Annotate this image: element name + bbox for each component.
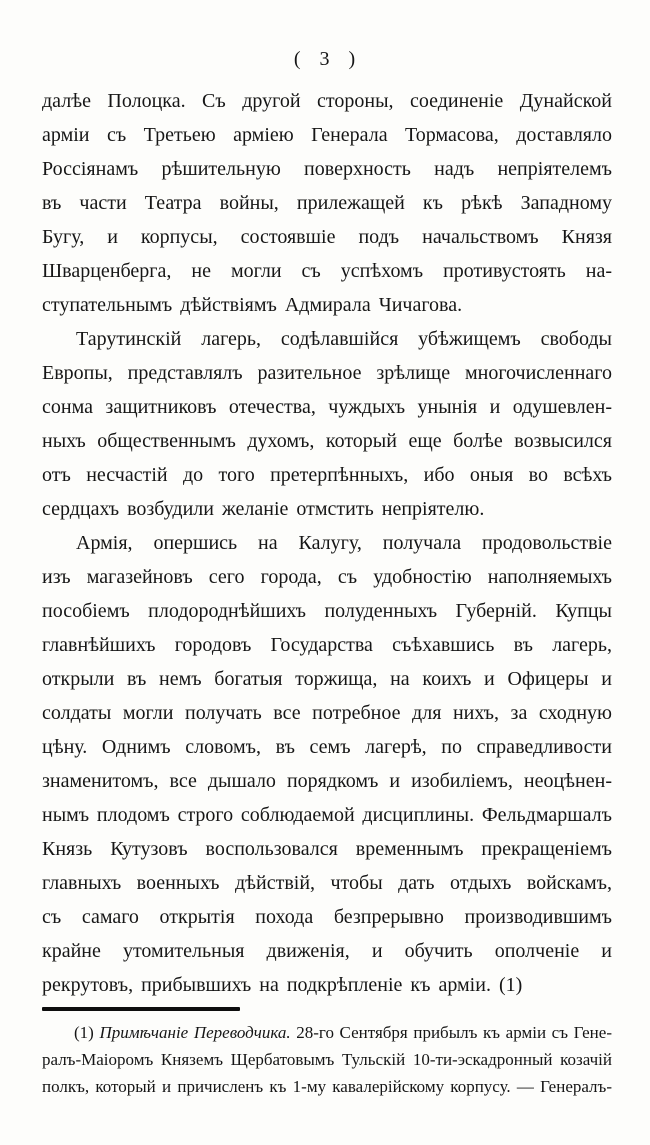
text-line: Князь Кутузовъ воспользовался временнымъ прекращеніемъ xyxy=(42,838,612,860)
text-line: рекрутовъ, прибывшихъ на подкрѣпленіе къ арміи. (1) xyxy=(42,974,523,996)
text-line: солдаты могли получать все потребное для нихъ, за сходную xyxy=(42,702,612,724)
text-line: ступательнымъ дѣйствіямъ Адмирала Чичагова. xyxy=(42,294,463,316)
footnote-separator xyxy=(42,1007,240,1011)
text-line: Армія, опершись на Калугу, получала продовольствіе xyxy=(76,532,612,554)
text-line: пособіемъ плодороднѣйшихъ полуденныхъ Губерній. Купцы xyxy=(42,600,612,622)
text-line: Россіянамъ рѣшительную поверхность надъ непріятелемъ xyxy=(42,158,612,180)
paragraph-1 xyxy=(42,84,612,322)
text-line: Европы, представлялъ разительное зрѣлище многочисленнаго xyxy=(42,362,612,384)
text-line: знаменитомъ, все дышало порядкомъ и изобиліемъ, неоцѣнен- xyxy=(42,770,612,792)
text-line: крайне утомительныя движенія, и обучить ополченіе и xyxy=(42,940,612,962)
text-line: цѣну. Однимъ словомъ, въ семъ лагерѣ, по справедливости xyxy=(42,736,612,758)
text-line: въ части Театра войны, прилежащей къ рѣкѣ Западному xyxy=(42,192,612,214)
text-line: сердцахъ возбудили желаніе отмстить непріятелю. xyxy=(42,498,485,520)
text-line: арміи съ Третьею арміею Генерала Тормасова, доставляло xyxy=(42,124,612,146)
paragraph-3 xyxy=(42,526,612,1002)
text-line: главныхъ военныхъ дѣйствій, чтобы дать отдыхъ войскамъ, xyxy=(42,872,612,894)
text-line: ныхъ общественнымъ духомъ, который еще болѣе возвысился xyxy=(42,430,612,452)
text-line: далѣе Полоцка. Съ другой стороны, соединеніе Дунайской xyxy=(42,90,612,112)
footnote-text: 28-го Сентября прибылъ къ арміи съ Гене- xyxy=(290,1023,612,1042)
page-number: ( 3 ) xyxy=(293,48,357,70)
text-line: Тарутинскій лагерь, содѣлавшійся убѣжищемъ свободы xyxy=(76,328,612,350)
paragraph-2 xyxy=(42,322,612,526)
footnote-marker: (1) xyxy=(74,1023,100,1042)
text-line: отъ несчастій до того претерпѣнныхъ, ибо оныя во всѣхъ xyxy=(42,464,612,486)
text-line: Шварценберга, не могли съ успѣхомъ противустоять на- xyxy=(42,260,612,282)
footnote-line: ралъ-Маіоромъ Княземъ Щербатовымъ Тульскій 10-ти-эскадронный козачій xyxy=(42,1050,612,1069)
text-line: съ самаго открытія похода безпрерывно производившимъ xyxy=(42,906,612,928)
text-line: сонма защитниковъ отечества, чуждыхъ унынія и одушевлен- xyxy=(42,396,612,418)
footnote xyxy=(42,1019,612,1100)
text-line: открыли въ немъ богатыя торжища, на коихъ и Офицеры и xyxy=(42,668,612,690)
text-line: Бугу, и корпусы, состоявшіе подъ начальствомъ Князя xyxy=(42,226,612,248)
text-line: нымъ плодомъ строго соблюдаемой дисциплины. Фельдмаршалъ xyxy=(42,804,612,826)
text-line: изъ магазейновъ сего города, съ удобностію наполняемыхъ xyxy=(42,566,612,588)
footnote-translator-note-label: Примѣчаніе Переводчика. xyxy=(99,1023,291,1042)
text-line: главнѣйшихъ городовъ Государства съѣхавшись въ лагерь, xyxy=(42,634,612,656)
footnote-line: полкъ, который и причисленъ къ 1-му кавалерійскому корпусу. — Генералъ- xyxy=(42,1077,612,1096)
footnote-line xyxy=(42,1019,612,1046)
main-text xyxy=(42,84,612,1002)
